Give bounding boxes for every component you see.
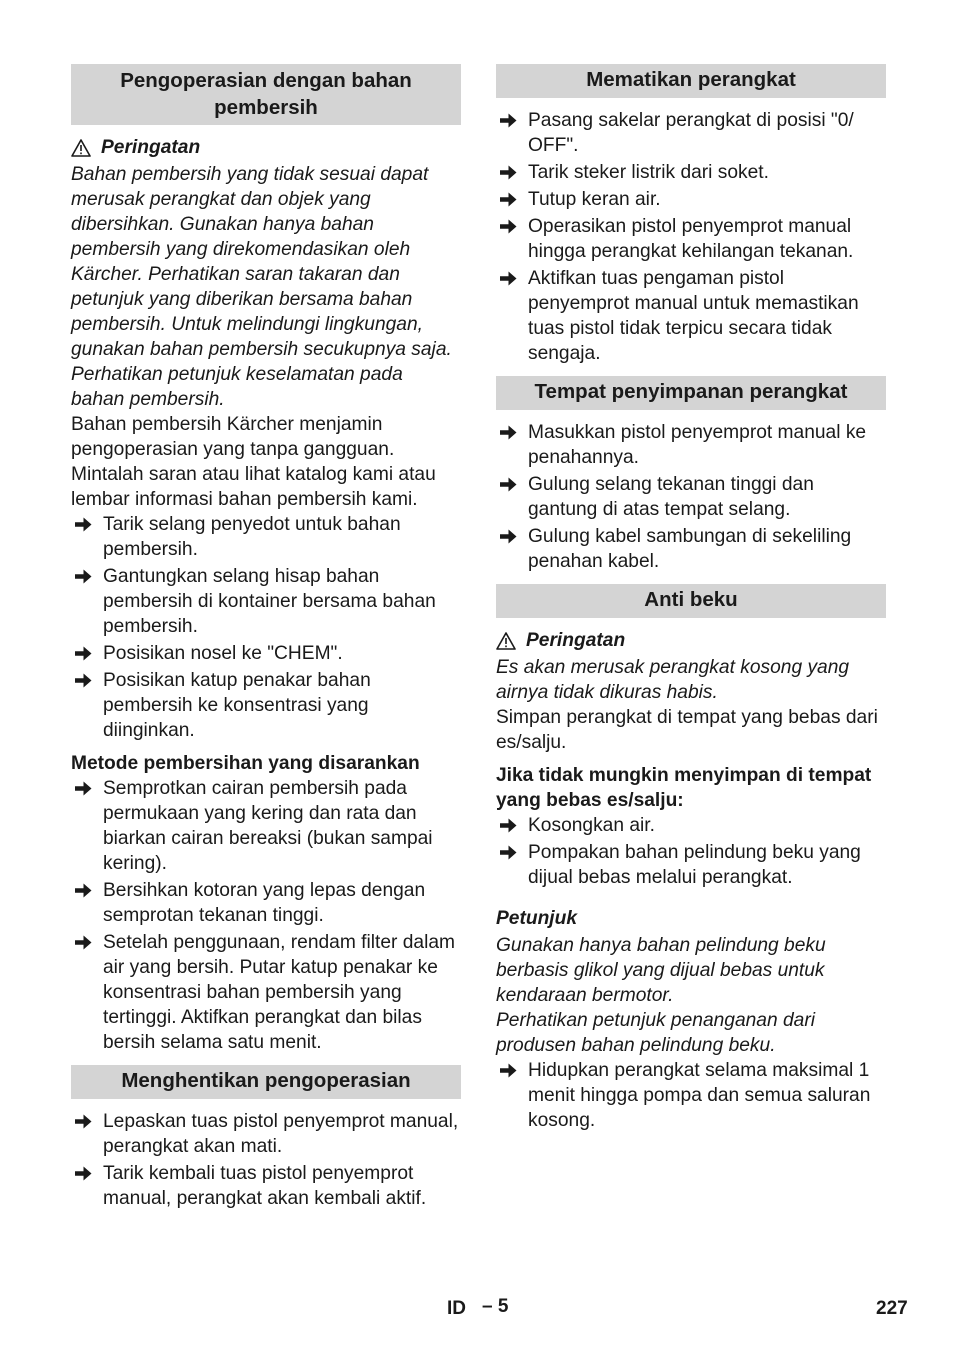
subheading-recommended-method: Metode pembersihan yang disarankan xyxy=(71,753,420,774)
step-item: Masukkan pistol penyemprot manual ke penahannya. xyxy=(496,420,886,470)
step-item: Bersihkan kotoran yang lepas dengan semprotan tekanan tinggi. xyxy=(71,878,461,928)
arrow-right-icon xyxy=(500,271,517,286)
step-item: Tutup keran air. xyxy=(496,187,886,212)
note-text-2: Perhatikan petunjuk penanganan dari produsen bahan pelindung beku. xyxy=(496,1010,815,1056)
arrow-right-icon xyxy=(75,1114,92,1129)
warning-title xyxy=(496,628,886,653)
step-item: Gantungkan selang hisap bahan pembersih di kontainer bersama bahan pembersih. xyxy=(71,564,461,639)
body-text: Simpan perangkat di tempat yang bebas dari es/salju. xyxy=(496,707,878,753)
subheading-if-no-frost-free-storage: Jika tidak mungkin menyimpan di tempat yang bebas es/salju: xyxy=(496,765,872,811)
arrow-right-icon xyxy=(500,165,517,180)
section-heading-stop-operation: Menghentikan pengoperasian xyxy=(71,1065,461,1099)
step-item: Lepaskan tuas pistol penyemprot manual, perangkat akan mati. xyxy=(71,1109,461,1159)
arrow-right-icon xyxy=(75,673,92,688)
arrow-right-icon xyxy=(75,517,92,532)
step-list xyxy=(71,1109,461,1211)
step-item: Pasang sakelar perangkat di posisi "0/ OFF". xyxy=(496,108,886,158)
arrow-right-icon xyxy=(75,569,92,584)
arrow-right-icon xyxy=(75,646,92,661)
arrow-right-icon xyxy=(75,883,92,898)
arrow-right-icon xyxy=(500,219,517,234)
step-list xyxy=(496,813,886,890)
warning-text: Es akan merusak perangkat kosong yang airnya tidak dikuras habis. xyxy=(496,657,850,703)
step-item: Posisikan nosel ke "CHEM". xyxy=(71,641,461,666)
warning-title-text: Peringatan xyxy=(101,137,201,158)
step-item: Setelah penggunaan, rendam filter dalam air yang bersih. Putar katup penakar ke konsentrasi bahan pembersih yang tertinggi. Aktifkan perangkat dan bilas bersih selama satu menit. xyxy=(71,930,461,1055)
warning-title-text: Peringatan xyxy=(526,630,626,651)
section-heading-cleaning-agent: Pengoperasian dengan bahan pembersih xyxy=(71,64,461,125)
arrow-right-icon xyxy=(75,935,92,950)
step-item: Tarik selang penyedot untuk bahan pembersih. xyxy=(71,512,461,562)
step-item: Operasikan pistol penyemprot manual hingga perangkat kehilangan tekanan. xyxy=(496,214,886,264)
arrow-right-icon xyxy=(500,113,517,128)
step-item: Pompakan bahan pelindung beku yang dijual bebas melalui perangkat. xyxy=(496,840,886,890)
step-item: Kosongkan air. xyxy=(496,813,886,838)
warning-text: Bahan pembersih yang tidak sesuai dapat merusak perangkat dan objek yang dibersihkan. Gunakan hanya bahan pembersih yang direkomendasikan oleh Kärcher. Perhatikan saran takaran dan petunjuk yang diberikan bersama bahan pembersih. Untuk melindungi lingkungan, gunakan bahan pembersih secukupnya saja. xyxy=(71,164,452,360)
arrow-right-icon xyxy=(500,477,517,492)
step-list xyxy=(496,108,886,366)
arrow-right-icon xyxy=(500,1063,517,1078)
right-column xyxy=(496,64,886,1135)
note-text: Gunakan hanya bahan pelindung beku berbasis glikol yang dijual bebas untuk kendaraan bermotor. xyxy=(496,935,826,1006)
arrow-right-icon xyxy=(75,1166,92,1181)
step-item: Gulung selang tekanan tinggi dan gantung di atas tempat selang. xyxy=(496,472,886,522)
footer-page-number: 227 xyxy=(876,1298,908,1319)
body-text: Bahan pembersih Kärcher menjamin pengoperasian yang tanpa gangguan. Mintalah saran atau lihat katalog kami atau lembar informasi bahan pembersih kami. xyxy=(71,414,436,510)
arrow-right-icon xyxy=(500,192,517,207)
step-item: Hidupkan perangkat selama maksimal 1 menit hingga pompa dan semua saluran kosong. xyxy=(496,1058,886,1133)
step-item: Tarik steker listrik dari soket. xyxy=(496,160,886,185)
arrow-right-icon xyxy=(500,529,517,544)
step-list xyxy=(496,1058,886,1133)
step-list xyxy=(496,420,886,574)
warning-triangle-icon xyxy=(71,139,91,157)
step-item: Posisikan katup penakar bahan pembersih ke konsentrasi yang diinginkan. xyxy=(71,668,461,743)
step-list xyxy=(71,512,461,743)
warning-title xyxy=(71,135,461,160)
step-list xyxy=(71,776,461,1055)
section-heading-storage: Tempat penyimpanan perangkat xyxy=(496,376,886,410)
arrow-right-icon xyxy=(500,845,517,860)
arrow-right-icon xyxy=(500,818,517,833)
arrow-right-icon xyxy=(500,425,517,440)
step-item: Gulung kabel sambungan di sekeliling penahan kabel. xyxy=(496,524,886,574)
section-heading-turn-off-device: Mematikan perangkat xyxy=(496,64,886,98)
arrow-right-icon xyxy=(75,781,92,796)
footer-section-page: – 5 xyxy=(482,1296,509,1317)
section-heading-antifreeze: Anti beku xyxy=(496,584,886,618)
left-column xyxy=(71,64,461,1213)
step-item: Tarik kembali tuas pistol penyemprot manual, perangkat akan kembali aktif. xyxy=(71,1161,461,1211)
warning-text-2: Perhatikan petunjuk keselamatan pada bahan pembersih. xyxy=(71,364,403,410)
step-item: Semprotkan cairan pembersih pada permukaan yang kering dan rata dan biarkan cairan bereaksi (bukan sampai kering). xyxy=(71,776,461,876)
step-item: Aktifkan tuas pengaman pistol penyemprot manual untuk memastikan tuas pistol tidak terpicu secara tidak sengaja. xyxy=(496,266,886,366)
note-title: Petunjuk xyxy=(496,908,578,929)
footer-language-code: ID xyxy=(447,1298,466,1319)
warning-triangle-icon xyxy=(496,632,516,650)
